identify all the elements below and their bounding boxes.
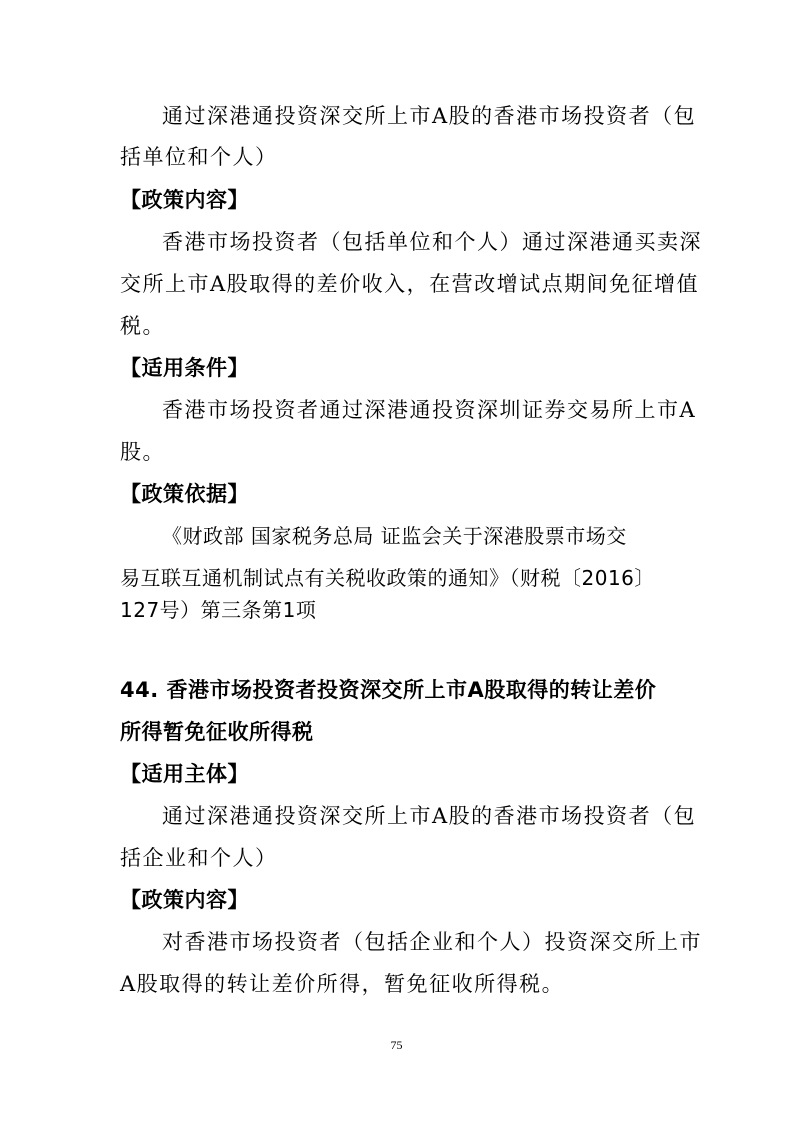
subject-text-line: 通过深港通投资深交所上市A股的香港市场投资者（包 [162,804,697,828]
policy-content-heading: 【政策内容】 [120,188,249,212]
policy-basis-line: 127号）第三条第1项 [120,598,317,622]
applicable-subject-heading: 【适用主体】 [120,762,249,786]
policy-basis-heading: 【政策依据】 [120,482,249,506]
section-44-title: 所得暂免征收所得税 [120,720,314,744]
conditions-text-line: 股。 [120,440,165,464]
section-44-title: 44. 香港市场投资者投资深交所上市A股取得的转让差价 [120,678,657,702]
policy-text-line: 香港市场投资者（包括单位和个人）通过深港通买卖深 [162,230,702,254]
policy-basis-line: 《财政部 国家税务总局 证监会关于深港股票市场交 [162,524,627,548]
conditions-heading: 【适用条件】 [120,356,249,380]
policy-text-line: 税。 [120,314,165,338]
subject-text-line: 通过深港通投资深交所上市A股的香港市场投资者（包 [162,104,697,128]
policy-text-line: 交所上市A股取得的差价收入，在营改增试点期间免征增值 [120,272,700,296]
conditions-text-line: 香港市场投资者通过深港通投资深圳证券交易所上市A [162,398,697,422]
policy-basis-line: 易互联互通机制试点有关税收政策的通知》（财税〔2016〕 [120,566,655,590]
subject-text-line: 括单位和个人） [120,145,278,169]
subject-text-line: 括企业和个人） [120,846,278,870]
page-number: 75 [390,1038,403,1052]
policy-text-line: A股取得的转让差价所得，暂免征收所得税。 [120,972,565,996]
policy-content-heading: 【政策内容】 [120,888,249,912]
policy-text-line: 对香港市场投资者（包括企业和个人）投资深交所上市 [162,930,702,954]
